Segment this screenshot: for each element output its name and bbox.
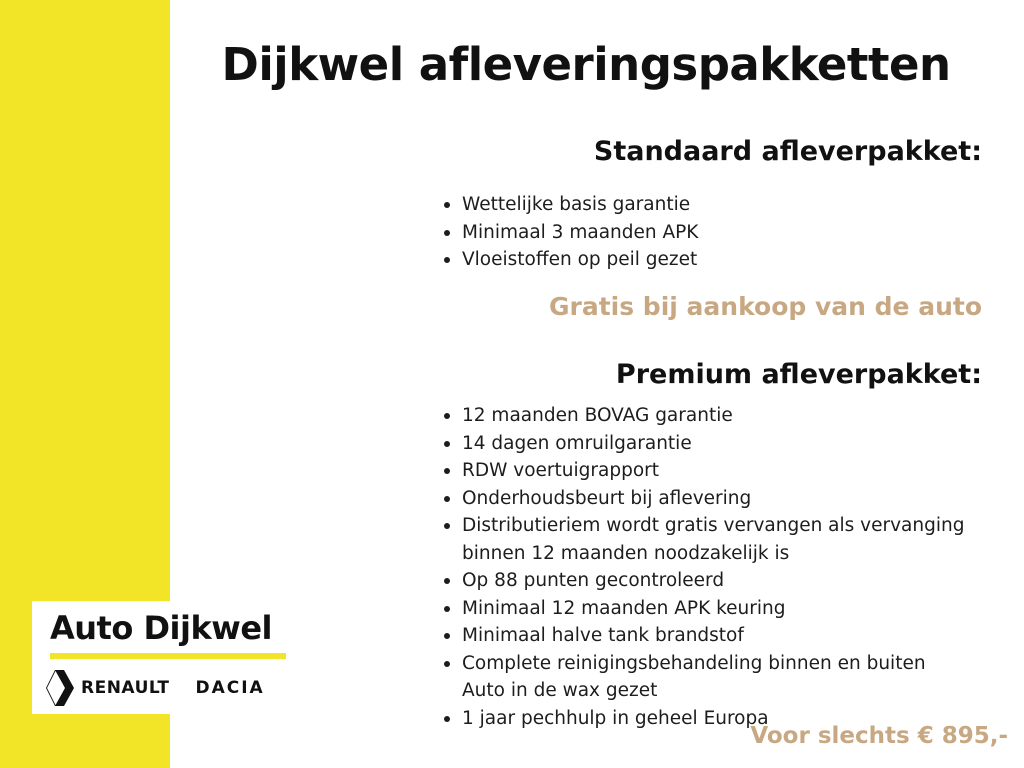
list-item-line: binnen 12 maanden noodzakelijk is: [462, 542, 790, 564]
premium-package-heading: Premium afleverpakket:: [615, 359, 982, 390]
standard-package-heading: Standaard afleverpakket:: [593, 136, 982, 167]
list-item-line: Complete reinigingsbehandeling binnen en buiten: [462, 652, 926, 674]
list-item: [438, 650, 964, 705]
list-item-line: Auto in de wax gezet: [462, 680, 658, 701]
list-item: 12 maanden BOVAG garantie: [438, 402, 964, 430]
list-item: Minimaal 12 maanden APK keuring: [438, 595, 964, 623]
list-item: Minimaal 3 maanden APK: [438, 219, 698, 247]
standard-package-note: Gratis bij aankoop van de auto: [548, 292, 982, 321]
list-item: 14 dagen omruilgarantie: [438, 430, 964, 458]
premium-package-list: [438, 402, 964, 732]
list-item: RDW voertuigrapport: [438, 457, 964, 485]
list-item: 1 jaar pechhulp in geheel Europa: [438, 705, 964, 733]
list-item: Onderhoudsbeurt bij aflevering: [438, 485, 964, 513]
dealer-logo: [32, 601, 304, 714]
standard-package-list: [438, 191, 698, 274]
list-item: Minimaal halve tank brandstof: [438, 622, 964, 650]
list-item: Wettelijke basis garantie: [438, 191, 698, 219]
logo-brand-row: [46, 667, 290, 709]
list-item: Op 88 punten gecontroleerd: [438, 567, 964, 595]
page-title: Dijkwel afleveringspakketten: [221, 38, 951, 91]
renault-diamond-icon: [46, 670, 74, 706]
logo-wordmark: Auto Dijkwel: [50, 609, 272, 647]
brand-dacia-label: DACIA: [195, 678, 265, 698]
list-item: Vloeistoffen op peil gezet: [438, 246, 698, 274]
premium-package-price: Voor slechts € 895,-: [750, 723, 1008, 749]
list-item-line: Distributieriem wordt gratis vervangen als vervanging: [462, 515, 965, 536]
list-item: [438, 512, 964, 567]
logo-underline: [50, 653, 286, 659]
brand-renault-label: RENAULT: [81, 678, 170, 698]
